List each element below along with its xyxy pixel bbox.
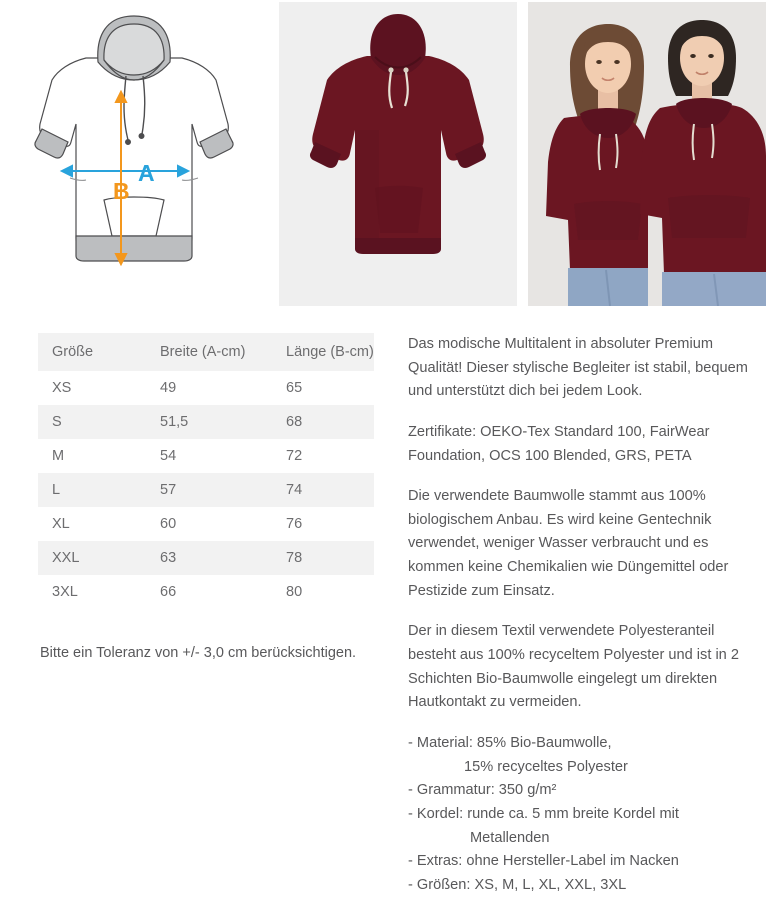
spec-item-groessen: - Größen: XS, M, L, XL, XXL, 3XL — [408, 876, 627, 893]
spec-item-kordel-line2: Metallenden — [470, 829, 550, 846]
cell-size: M — [38, 439, 124, 473]
table-row — [38, 405, 374, 439]
spec-list — [408, 732, 759, 897]
cell-size: XXL — [38, 541, 124, 575]
size-chart-section — [38, 333, 388, 897]
cell-width: 51,5 — [124, 405, 254, 439]
cell-size: S — [38, 405, 124, 439]
cell-width: 60 — [124, 507, 254, 541]
cell-length: 65 — [254, 371, 374, 405]
cell-length: 78 — [254, 541, 374, 575]
table-row — [38, 541, 374, 575]
spec-item-extras: - Extras: ohne Hersteller-Label im Nacken — [408, 853, 679, 870]
table-row — [38, 473, 374, 507]
header-width: Breite (A-cm) — [124, 333, 254, 371]
model-photo-image — [528, 2, 766, 306]
table-row — [38, 439, 374, 473]
product-image-gallery — [0, 0, 777, 311]
description-paragraph-4: Der in diesem Textil verwendete Polyesteranteil besteht aus 100% recyceltem Polyester und ist in 2 Schichten Bio-Baumwolle eingelegt um direkten Hautkontakt zu vermeiden. — [408, 623, 739, 711]
cell-size: L — [38, 473, 124, 507]
spec-item-grammatur: - Grammatur: 350 g/m² — [408, 782, 557, 799]
cell-width: 57 — [124, 473, 254, 507]
cell-length: 80 — [254, 575, 374, 609]
product-photo-image — [279, 2, 517, 306]
cell-length: 74 — [254, 473, 374, 507]
product-description-section — [388, 333, 759, 897]
size-table-header-row — [38, 333, 374, 371]
cell-width: 66 — [124, 575, 254, 609]
cell-length: 72 — [254, 439, 374, 473]
table-row — [38, 575, 374, 609]
cell-size: 3XL — [38, 575, 124, 609]
description-paragraph-3: Die verwendete Baumwolle stammt aus 100% biologischem Anbau. Es wird keine Gentechnik verwendet, weniger Wasser verbraucht und es kommen keine Chemikalien wie Düngemittel oder Pestizide zum Einsatz. — [408, 488, 729, 599]
cell-width: 63 — [124, 541, 254, 575]
cell-size: XS — [38, 371, 124, 405]
cell-size: XL — [38, 507, 124, 541]
measure-label-b: B — [113, 178, 130, 204]
cell-length: 76 — [254, 507, 374, 541]
spec-item-kordel: - Kordel: runde ca. 5 mm breite Kordel mit — [408, 805, 679, 822]
size-table — [38, 333, 374, 609]
table-row — [38, 507, 374, 541]
cell-width: 49 — [124, 371, 254, 405]
header-length: Länge (B-cm) — [254, 333, 374, 371]
technical-drawing-image — [0, 0, 268, 311]
tolerance-note: Bitte ein Toleranz von +/- 3,0 cm berücksichtigen. — [40, 645, 357, 661]
description-paragraph-2: Zertifikate: OEKO-Tex Standard 100, FairWear Foundation, OCS 100 Blended, GRS, PETA — [408, 423, 710, 464]
spec-item-material-line2: 15% recyceltes Polyester — [464, 758, 628, 775]
table-row — [38, 371, 374, 405]
measure-label-a: A — [138, 160, 155, 186]
spec-item-material: - Material: 85% Bio-Baumwolle, — [408, 734, 612, 751]
description-paragraph-1: Das modische Multitalent in absoluter Premium Qualität! Dieser stylische Begleiter ist stabil, bequem und unterstützt dich bei jedem Look. — [408, 336, 748, 400]
cell-width: 54 — [124, 439, 254, 473]
cell-length: 68 — [254, 405, 374, 439]
header-size: Größe — [38, 333, 124, 371]
